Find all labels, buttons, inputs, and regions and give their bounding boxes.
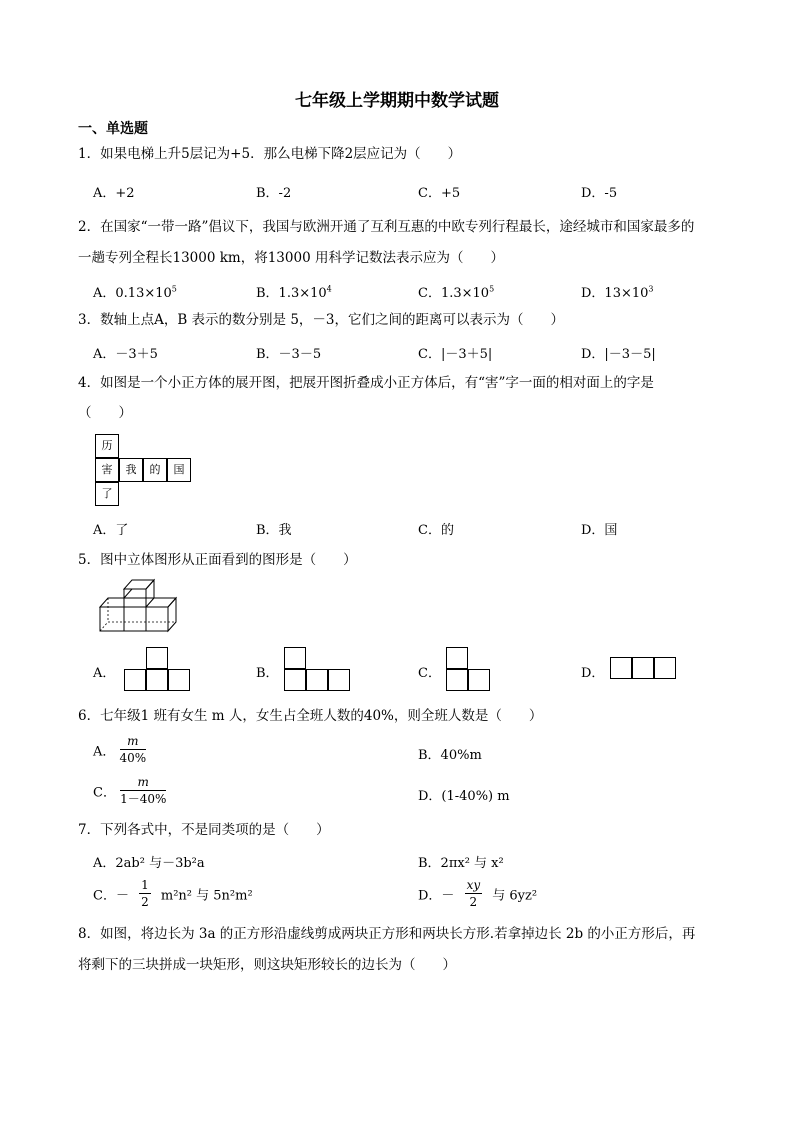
page-title: 七年级上学期期中数学试题 — [295, 91, 499, 111]
q3-option-d[interactable]: D．|－3－5| — [581, 347, 656, 362]
question-4-stem-line1: 4．如图是一个小正方体的展开图，把展开图折叠成小正方体后，有“害”字一面的相对面上的字是 — [78, 375, 654, 391]
net-cell-guo: 国 — [167, 458, 191, 482]
q1-option-d[interactable]: D．-5 — [581, 186, 618, 201]
q6-option-b[interactable]: B．40%m — [418, 748, 482, 763]
question-6-stem: 6．七年级1 班有女生 m 人，女生占全班人数的40%，则全班人数是（ ） — [78, 708, 543, 724]
q6-option-c[interactable]: C． $\frac{m}{1-40\%}$ — [93, 775, 167, 806]
question-7-stem: 7．下列各式中，不是同类项的是（ ） — [78, 822, 330, 838]
q3-option-b[interactable]: B．－3－5 — [256, 347, 322, 362]
q1-option-c[interactable]: C．+5 — [418, 186, 461, 201]
q1-option-b[interactable]: B．-2 — [256, 186, 292, 201]
question-4-stem-line2: （ ） — [78, 405, 132, 421]
q5-option-c[interactable]: C． — [418, 666, 441, 681]
q1-option-a[interactable]: A．+2 — [93, 186, 135, 201]
net-cell-de: 的 — [143, 458, 167, 482]
net-cell-hai: 害 — [95, 458, 119, 482]
question-8-stem-line2: 将剩下的三块拼成一块矩形，则这块矩形较长的边长为（ ） — [78, 957, 456, 973]
q2-option-b[interactable]: B．$1.3\times 10^4$ — [256, 284, 332, 301]
net-cell-wo: 我 — [119, 458, 143, 482]
q5-option-b[interactable]: B． — [256, 666, 279, 681]
question-5-stem: 5．图中立体图形从正面看到的图形是（ ） — [78, 552, 357, 568]
q6-option-d[interactable]: D．(1-40%) m — [418, 789, 510, 804]
q4-option-c[interactable]: C．的 — [418, 523, 454, 538]
q7-option-a[interactable]: A．2ab² 与－3b²a — [93, 856, 205, 871]
q7-option-c[interactable]: C．－ $\frac{1}{2}$ m²n² 与 5n²m² — [93, 878, 253, 909]
q3-option-a[interactable]: A．－3＋5 — [93, 347, 158, 362]
net-cell-li: 历 — [95, 434, 119, 458]
question-8-stem-line1: 8．如图，将边长为 3a 的正方形沿虚线剪成两块正方形和两块长方形.若拿掉边长 2b 的小正方形后，再 — [78, 926, 696, 942]
question-2-stem-line1: 2．在国家“一带一路”倡议下，我国与欧洲开通了互利互惠的中欧专列行程最长，途经城市和国家最多的 — [78, 219, 695, 235]
q4-option-a[interactable]: A．了 — [93, 523, 129, 538]
question-2-stem-line2: 一趟专列全程长13000 km，将13000 用科学记数法表示应为（ ） — [78, 250, 504, 266]
q2-option-c[interactable]: C．$1.3\times 10^5$ — [418, 284, 495, 301]
q7-option-d[interactable]: D．－ $\frac{xy}{2}$ 与 6yz² — [418, 878, 538, 909]
3d-solid-figure — [96, 576, 188, 636]
question-3-stem: 3．数轴上点A，B 表示的数分别是 5，－3，它们之间的距离可以表示为（ ） — [78, 312, 565, 328]
q2-option-d[interactable]: D．$13\times 10^3$ — [581, 284, 654, 301]
q5-option-a[interactable]: A． — [93, 666, 116, 681]
q2-option-a[interactable]: A．$0.13\times 10^5$ — [93, 284, 177, 301]
section-heading: 一、单选题 — [78, 121, 148, 137]
net-cell-le: 了 — [95, 482, 119, 506]
q4-option-d[interactable]: D．国 — [581, 523, 618, 538]
q3-option-c[interactable]: C．|－3＋5| — [418, 347, 493, 362]
q6-option-a[interactable]: A． $\frac{m}{40\%}$ — [93, 734, 147, 765]
q5-option-d[interactable]: D． — [581, 666, 605, 681]
q4-option-b[interactable]: B．我 — [256, 523, 292, 538]
q7-option-b[interactable]: B．2πx² 与 x² — [418, 856, 504, 871]
question-1-stem: 1．如果电梯上升5层记为+5．那么电梯下降2层应记为（ ） — [78, 146, 462, 162]
